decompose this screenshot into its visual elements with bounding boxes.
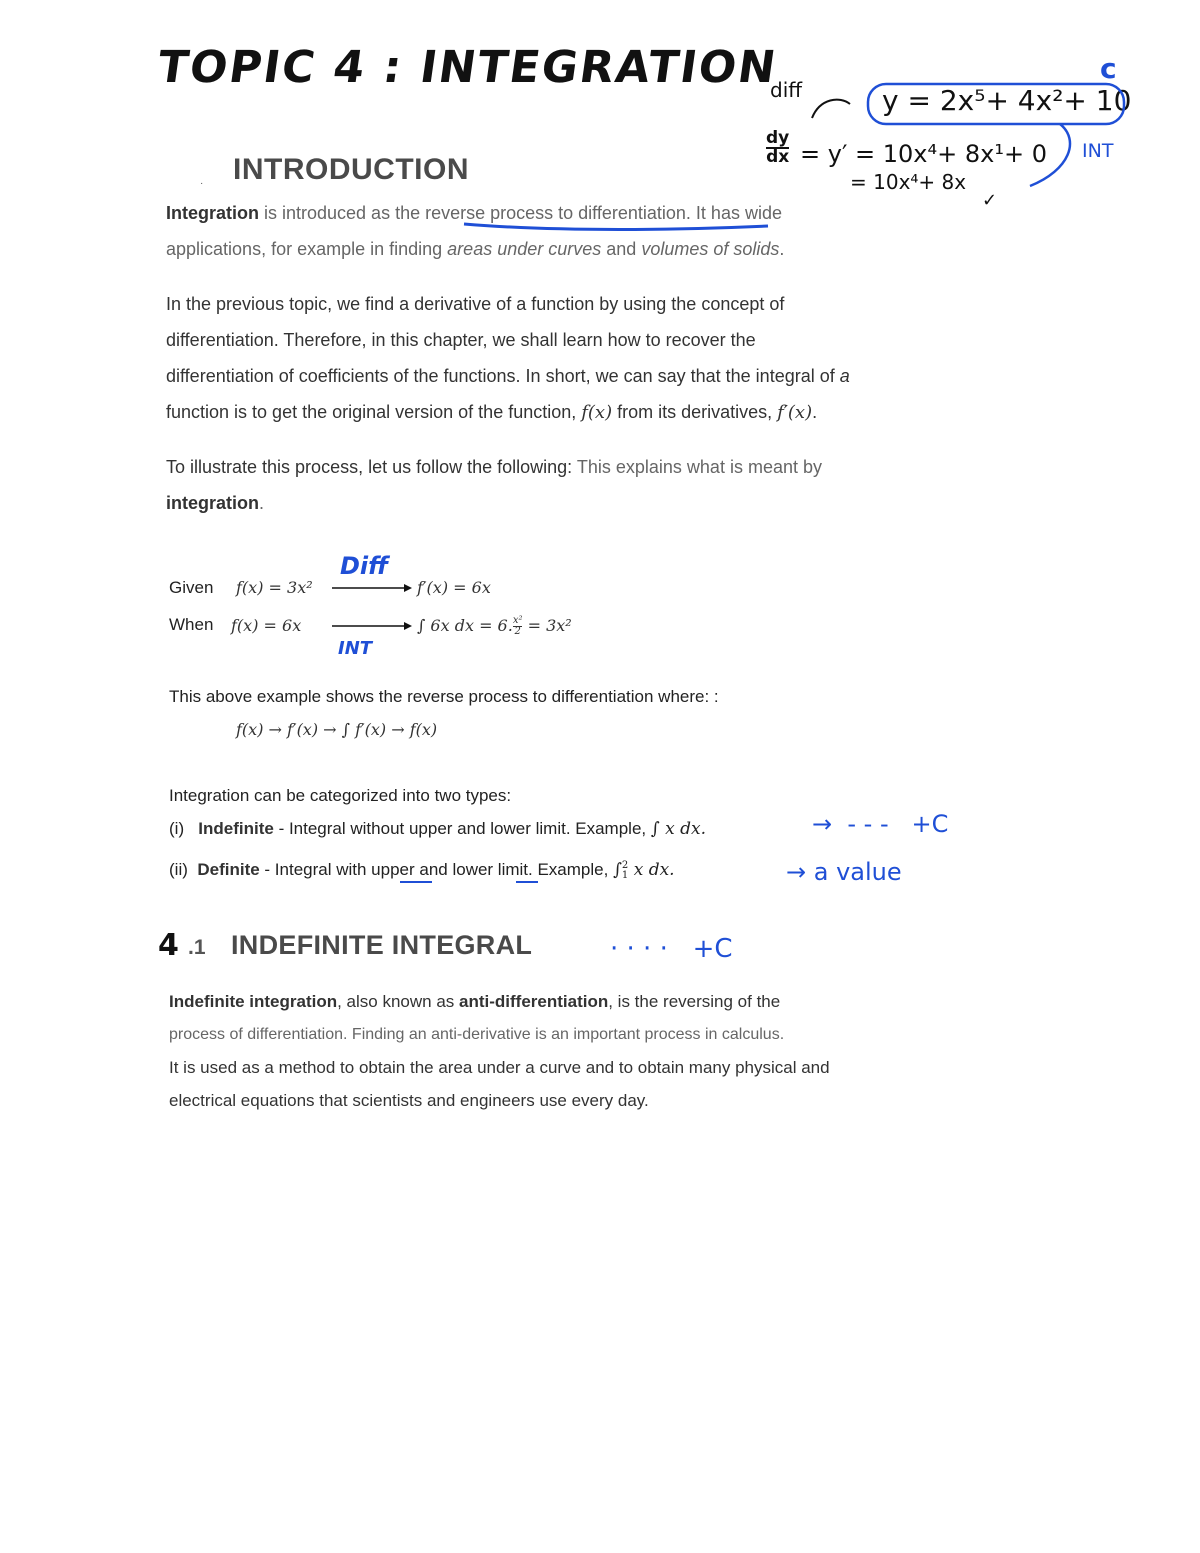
given-function: f(x) = 3x² [236, 578, 313, 597]
when-label: When [169, 615, 214, 634]
underlined-phrase: reverse process to differentiation [425, 203, 686, 223]
fraction-numerator: x² [512, 615, 523, 626]
text: ∫ 6x dx = 6. [417, 616, 513, 635]
text: = 3x² [522, 616, 572, 635]
upper-limit: 2 [621, 859, 629, 871]
math: f(x) [581, 402, 613, 423]
text: - Integral with upper and lower limit. Example, [259, 860, 614, 879]
when-function: f(x) = 6x [231, 616, 302, 635]
text: , also known as [337, 992, 460, 1011]
text-line: process of differentiation. Finding an anti-derivative is an important process in calculus. [169, 1026, 785, 1043]
text: differentiation of coefficients of the functions. In short, we can say that the integral of [166, 366, 840, 386]
arrowhead [404, 584, 412, 592]
text: from its derivatives, [612, 402, 778, 422]
text: a [839, 366, 850, 386]
text-line: It is used as a method to obtain the area under a curve and to obtain many physical and [169, 1058, 830, 1077]
section-number-hand: 4 [158, 928, 179, 963]
integral-sign: ∫ [613, 860, 622, 880]
note-definite: → a value [786, 858, 902, 886]
text: . It has wide [685, 203, 782, 223]
margin-equation: y = 2x⁵+ 4x²+ 10 [882, 84, 1132, 117]
term-integration: Integration [166, 203, 259, 223]
given-label: Given [169, 578, 214, 597]
reverse-process-text: This above example shows the reverse process to differentiation where: : [169, 687, 719, 706]
list-number: (ii) [169, 860, 188, 879]
note-indefinite: → - - - +C [812, 810, 949, 838]
text: This explains what is meant by [576, 457, 822, 477]
text: is introduced as the [259, 203, 426, 223]
margin-diff-label: diff [770, 78, 803, 102]
types-intro: Integration can be categorized into two types: [169, 786, 512, 805]
text: function is to get the original version of the function, [166, 402, 582, 422]
underline-reverse-process [464, 224, 768, 230]
term-integration: integration [166, 493, 259, 513]
text: . [779, 239, 785, 259]
term: Indefinite integration [169, 992, 338, 1011]
int-curve [1030, 124, 1070, 186]
margin-c-mark: c [1100, 52, 1117, 85]
process-chain: f(x) → f′(x) → ∫ f′(x) → f(x) [236, 720, 438, 739]
section-number: .1 [188, 936, 206, 959]
intro-heading: INTRODUCTION [233, 153, 469, 186]
margin-int-label: INT [1082, 140, 1114, 162]
section-note: · · · · +C [610, 934, 733, 964]
page-title: TOPIC 4 : INTEGRATION [154, 42, 781, 93]
italic-term: areas under curves [447, 239, 602, 259]
term: anti-differentiation [459, 992, 609, 1011]
tick-icon: ✓ [982, 190, 998, 211]
fraction-denominator: 2 [514, 626, 521, 637]
lower-limit: 1 [621, 869, 629, 881]
text: applications, for example in finding [166, 239, 448, 259]
text: , is the reversing of the [608, 992, 781, 1011]
math: ∫ x dx. [650, 819, 706, 839]
equation-circle [868, 84, 1124, 124]
given-result: f′(x) = 6x [417, 578, 491, 597]
text-line: differentiation. Therefore, in this chapter, we shall learn how to recover the [166, 330, 756, 350]
text-line: electrical equations that scientists and engineers use every day. [169, 1091, 649, 1110]
diff-note: Diff [340, 552, 389, 580]
math: x dx. [628, 860, 675, 880]
diff-arrow [812, 100, 850, 118]
text: - Integral without upper and lower limit. Example, [273, 819, 651, 838]
math: f′(x) [777, 402, 813, 423]
margin-derivative-2: = 10x⁴+ 8x [850, 170, 967, 194]
int-note: INT [338, 638, 373, 659]
section-heading: INDEFINITE INTEGRAL [231, 930, 533, 960]
margin-derivative: = y′ = 10x⁴+ 8x¹+ 0 [800, 140, 1047, 168]
text: . [812, 402, 818, 422]
text-line: In the previous topic, we find a derivative of a function by using the concept of [166, 294, 785, 314]
list-number: (i) [169, 819, 185, 838]
margin-dy: dy [766, 128, 790, 148]
text: To illustrate this process, let us follow the following: [166, 457, 577, 477]
margin-dx: dx [766, 147, 790, 167]
term-definite: Definite [197, 860, 260, 879]
term-indefinite: Indefinite [198, 819, 274, 838]
arrowhead [404, 622, 412, 630]
text: and [601, 239, 642, 259]
text: . [259, 493, 265, 513]
italic-term: volumes of solids [641, 239, 780, 259]
bullet-dot: · [200, 178, 204, 189]
